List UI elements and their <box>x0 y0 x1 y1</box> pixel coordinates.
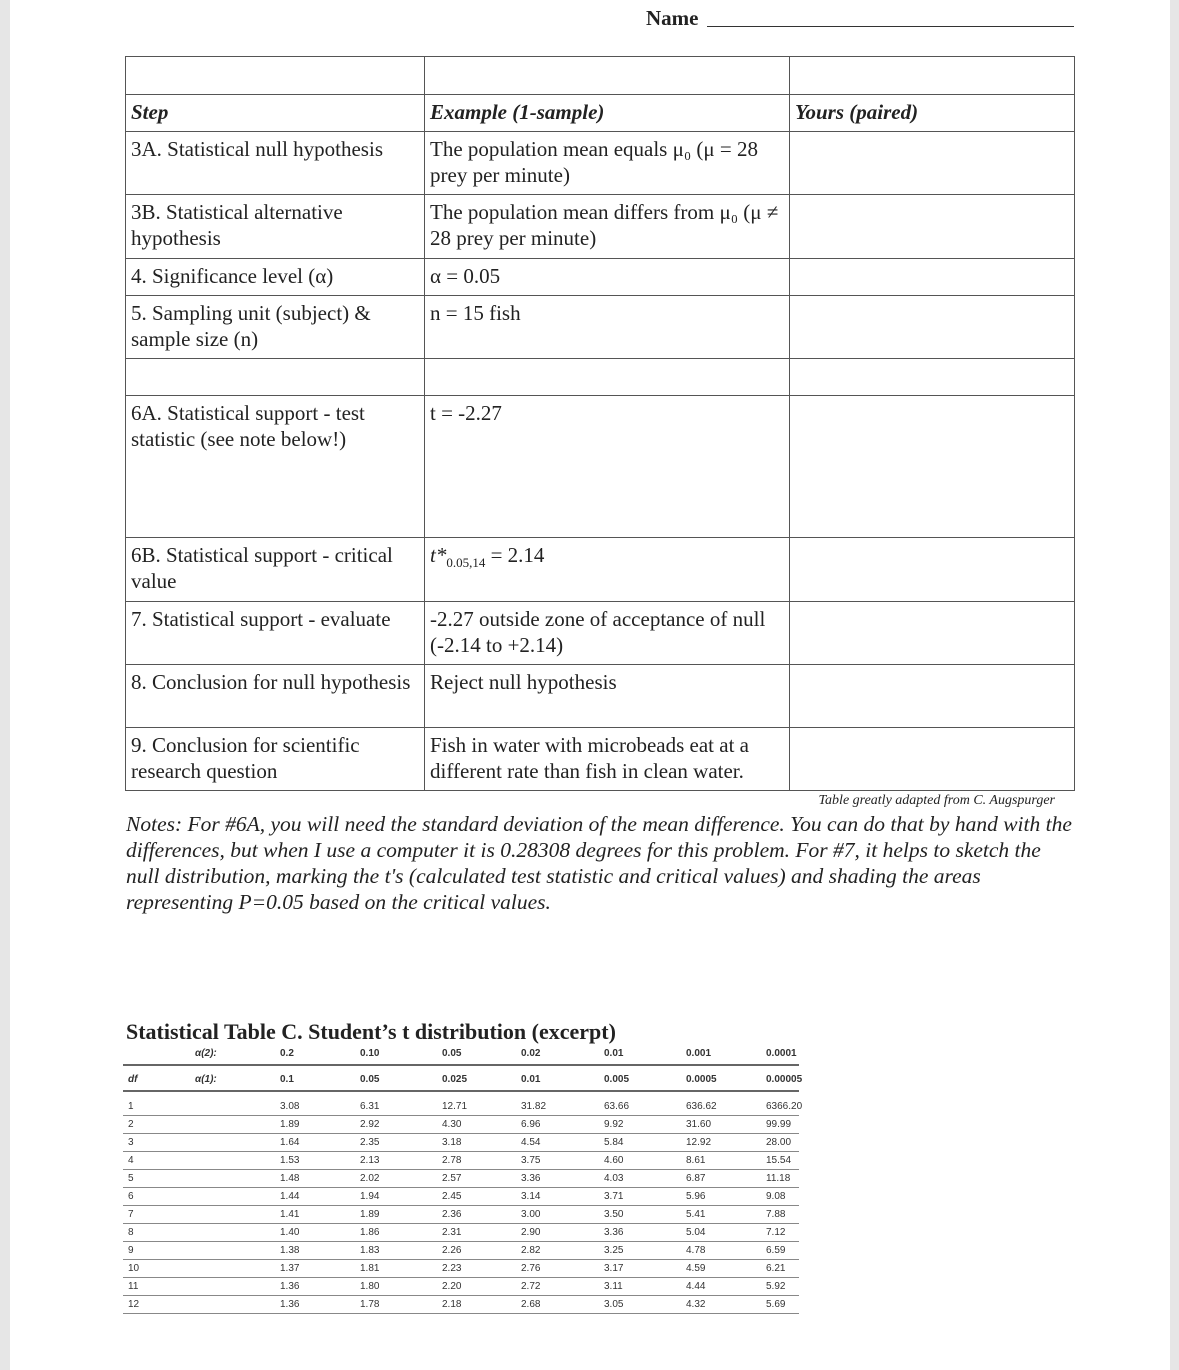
t-value: 63.66 <box>604 1101 630 1112</box>
t-value: 636.62 <box>686 1101 717 1112</box>
t-value: 2.36 <box>442 1209 462 1220</box>
t-value: 5.04 <box>686 1227 706 1238</box>
alpha2-value: 0.02 <box>521 1048 541 1059</box>
example-cell <box>425 538 790 602</box>
t-value: 28.00 <box>766 1137 792 1148</box>
yours-cell[interactable] <box>790 259 1075 296</box>
t-table-row <box>123 1170 799 1188</box>
t-value: 5.84 <box>604 1137 624 1148</box>
df-value: 5 <box>128 1173 134 1184</box>
t-value: 2.20 <box>442 1281 462 1292</box>
t-value: 3.14 <box>521 1191 541 1202</box>
yours-cell[interactable] <box>790 132 1075 195</box>
alpha1-value: 0.0005 <box>686 1074 717 1085</box>
t-table-row <box>123 1242 799 1260</box>
t-value: 3.36 <box>521 1173 541 1184</box>
t-value: 7.88 <box>766 1209 786 1220</box>
alpha2-value: 0.001 <box>686 1048 712 1059</box>
t-value: 2.76 <box>521 1263 541 1274</box>
yours-cell[interactable] <box>790 538 1075 602</box>
yours-cell[interactable] <box>790 602 1075 665</box>
table-row <box>126 132 1075 195</box>
t-value: 3.17 <box>604 1263 624 1274</box>
t-value: 1.48 <box>280 1173 300 1184</box>
t-value: 2.35 <box>360 1137 380 1148</box>
t-value: 3.18 <box>442 1137 462 1148</box>
header-step: Step <box>126 95 425 132</box>
table-row <box>126 259 1075 296</box>
t-value: 4.44 <box>686 1281 706 1292</box>
alpha1-value: 0.01 <box>521 1074 541 1085</box>
notes: Notes: For #6A, you will need the standard deviation of the mean difference. You can do that by hand with the differences, but when I use a computer it is 0.28308 degrees for this problem. For #7, it helps to sketch the null distribution, marking the t's (calculated test statistic and critical values) and shading the areas representing P=0.05 based on the critical values. <box>126 812 1072 914</box>
t-value: 4.59 <box>686 1263 706 1274</box>
t-value: 1.83 <box>360 1245 380 1256</box>
table-row <box>126 195 1075 259</box>
t-value: 4.32 <box>686 1299 706 1310</box>
step-cell: 9. Conclusion for scientific research question <box>126 728 425 791</box>
yours-cell[interactable] <box>790 396 1075 538</box>
t-value: 1.37 <box>280 1263 300 1274</box>
t-value: 6.31 <box>360 1101 380 1112</box>
t-value: 2.18 <box>442 1299 462 1310</box>
t-value: 6.21 <box>766 1263 786 1274</box>
alpha2-value: 0.0001 <box>766 1048 797 1059</box>
step-cell: 6A. Statistical support - test statistic (see note below!) <box>126 396 425 538</box>
t-value: 1.86 <box>360 1227 380 1238</box>
df-label: df <box>128 1074 138 1085</box>
t-value: 5.92 <box>766 1281 786 1292</box>
header-yours: Yours (paired) <box>790 95 1075 132</box>
t-value: 5.69 <box>766 1299 786 1310</box>
t-value: 1.94 <box>360 1191 380 1202</box>
example-cell: Fish in water with microbeads eat at a different rate than fish in clean water. <box>425 728 790 791</box>
t-table-row <box>123 1224 799 1242</box>
alpha2-header-row <box>123 1040 799 1066</box>
critical-value: = 2.14 <box>485 543 545 567</box>
t-value: 4.60 <box>604 1155 624 1166</box>
step-cell: 6B. Statistical support - critical value <box>126 538 425 602</box>
t-value: 1.89 <box>280 1119 300 1130</box>
df-value: 2 <box>128 1119 134 1130</box>
blank-row <box>126 359 1075 396</box>
t-value: 1.80 <box>360 1281 380 1292</box>
t-value: 1.36 <box>280 1299 300 1310</box>
t-value: 3.36 <box>604 1227 624 1238</box>
t-value: 2.68 <box>521 1299 541 1310</box>
step-cell: 3A. Statistical null hypothesis <box>126 132 425 195</box>
t-value: 4.03 <box>604 1173 624 1184</box>
alpha1-value: 0.1 <box>280 1074 294 1085</box>
t-value: 2.92 <box>360 1119 380 1130</box>
alpha2-label: α(2): <box>195 1048 217 1059</box>
t-value: 7.12 <box>766 1227 786 1238</box>
alpha2-value: 0.2 <box>280 1048 294 1059</box>
t-table-row <box>123 1260 799 1278</box>
table-credit: Table greatly adapted from C. Augspurger <box>818 793 1055 808</box>
t-value: 1.44 <box>280 1191 300 1202</box>
t-value: 4.30 <box>442 1119 462 1130</box>
step-cell: 5. Sampling unit (subject) & sample size (n) <box>126 296 425 359</box>
t-value: 1.40 <box>280 1227 300 1238</box>
t-table-row <box>123 1152 799 1170</box>
t-value: 2.72 <box>521 1281 541 1292</box>
yours-cell[interactable] <box>790 728 1075 791</box>
yours-cell[interactable] <box>790 195 1075 259</box>
example-cell: n = 15 fish <box>425 296 790 359</box>
t-value: 1.78 <box>360 1299 380 1310</box>
table-row <box>126 665 1075 728</box>
t-table-row <box>123 1098 803 1116</box>
t-value: 1.81 <box>360 1263 380 1274</box>
t-value: 1.64 <box>280 1137 300 1148</box>
t-table-row <box>123 1116 799 1134</box>
t-value: 8.61 <box>686 1155 706 1166</box>
t-value: 2.78 <box>442 1155 462 1166</box>
t-value: 4.78 <box>686 1245 706 1256</box>
df-value: 11 <box>128 1281 139 1292</box>
t-value: 1.38 <box>280 1245 300 1256</box>
t-value: 2.90 <box>521 1227 541 1238</box>
alpha2-value: 0.01 <box>604 1048 624 1059</box>
df-value: 4 <box>128 1155 134 1166</box>
t-value: 2.82 <box>521 1245 541 1256</box>
table-row <box>126 296 1075 359</box>
t-value: 2.26 <box>442 1245 462 1256</box>
df-value: 9 <box>128 1245 134 1256</box>
t-value: 3.25 <box>604 1245 624 1256</box>
alpha1-value: 0.025 <box>442 1074 468 1085</box>
t-value: 3.08 <box>280 1101 300 1112</box>
example-cell: α = 0.05 <box>425 259 790 296</box>
t-value: 6366.20 <box>766 1101 803 1112</box>
df-value: 1 <box>128 1101 134 1112</box>
table-row <box>126 602 1075 665</box>
df-value: 3 <box>128 1137 134 1148</box>
example-cell: -2.27 outside zone of acceptance of null (-2.14 to +2.14) <box>425 602 790 665</box>
table-row <box>126 396 1075 538</box>
df-value: 10 <box>128 1263 140 1274</box>
alpha1-label: α(1): <box>195 1074 217 1085</box>
t-value: 1.36 <box>280 1281 300 1292</box>
header-row <box>126 95 1075 132</box>
t-value: 2.02 <box>360 1173 380 1184</box>
t-value: 31.60 <box>686 1119 712 1130</box>
alpha1-value: 0.05 <box>360 1074 380 1085</box>
t-value: 6.59 <box>766 1245 786 1256</box>
t-value: 5.41 <box>686 1209 706 1220</box>
worksheet-page <box>10 0 1170 1370</box>
t-value: 12.71 <box>442 1101 468 1112</box>
t-value: 9.08 <box>766 1191 786 1202</box>
step-cell: 8. Conclusion for null hypothesis <box>126 665 425 728</box>
yours-cell[interactable] <box>790 665 1075 728</box>
t-value: 3.50 <box>604 1209 624 1220</box>
example-cell: The population mean equals μ₀ (μ = 28 prey per minute) <box>425 132 790 195</box>
t-value: 15.54 <box>766 1155 792 1166</box>
t-value: 99.99 <box>766 1119 792 1130</box>
example-cell: The population mean differs from μ₀ (μ ≠ 28 prey per minute) <box>425 195 790 259</box>
df-value: 12 <box>128 1299 140 1310</box>
header-example: Example (1-sample) <box>425 95 790 132</box>
t-value: 6.87 <box>686 1173 706 1184</box>
t-subscript: 0.05,14 <box>446 555 486 571</box>
df-value: 8 <box>128 1227 134 1238</box>
blank-row <box>126 57 1075 95</box>
t-value: 31.82 <box>521 1101 547 1112</box>
alpha2-value: 0.10 <box>360 1048 380 1059</box>
t-distribution-table <box>123 1040 803 1314</box>
t-value: 3.71 <box>604 1191 624 1202</box>
t-value: 1.41 <box>280 1209 300 1220</box>
t-value: 5.96 <box>686 1191 706 1202</box>
t-table-row <box>123 1206 799 1224</box>
step-cell: 3B. Statistical alternative hypothesis <box>126 195 425 259</box>
t-value: 2.23 <box>442 1263 462 1274</box>
t-value: 1.53 <box>280 1155 300 1166</box>
example-cell: Reject null hypothesis <box>425 665 790 728</box>
hypothesis-test-table <box>125 56 1075 791</box>
t-value: 2.31 <box>442 1227 462 1238</box>
table-row <box>126 728 1075 791</box>
t-table-row <box>123 1278 799 1296</box>
t-table-row <box>123 1188 799 1206</box>
step-cell: 7. Statistical support - evaluate <box>126 602 425 665</box>
table-row <box>126 538 1075 602</box>
step-cell: 4. Significance level (α) <box>126 259 425 296</box>
t-star: t* <box>430 543 447 567</box>
df-value: 6 <box>128 1191 134 1202</box>
alpha2-value: 0.05 <box>442 1048 462 1059</box>
name-field[interactable] <box>707 26 1074 27</box>
t-value: 9.92 <box>604 1119 624 1130</box>
t-value: 3.75 <box>521 1155 541 1166</box>
alpha1-value: 0.005 <box>604 1074 630 1085</box>
t-value: 2.57 <box>442 1173 462 1184</box>
t-value: 4.54 <box>521 1137 541 1148</box>
t-value: 6.96 <box>521 1119 541 1130</box>
example-cell: t = -2.27 <box>425 396 790 538</box>
t-table-row <box>123 1296 799 1314</box>
t-value: 11.18 <box>766 1173 791 1184</box>
t-value: 1.89 <box>360 1209 380 1220</box>
t-table-row <box>123 1134 799 1152</box>
t-value: 3.00 <box>521 1209 541 1220</box>
df-value: 7 <box>128 1209 134 1220</box>
t-value: 2.45 <box>442 1191 462 1202</box>
t-table-title: Statistical Table C. Student’s t distribution (excerpt) <box>126 1019 616 1044</box>
name-label: Name <box>646 6 699 30</box>
alpha1-header-row <box>123 1066 803 1092</box>
alpha1-value: 0.00005 <box>766 1074 803 1085</box>
t-value: 12.92 <box>686 1137 712 1148</box>
t-value: 3.05 <box>604 1299 624 1310</box>
yours-cell[interactable] <box>790 296 1075 359</box>
t-value: 3.11 <box>604 1281 623 1292</box>
t-value: 2.13 <box>360 1155 380 1166</box>
